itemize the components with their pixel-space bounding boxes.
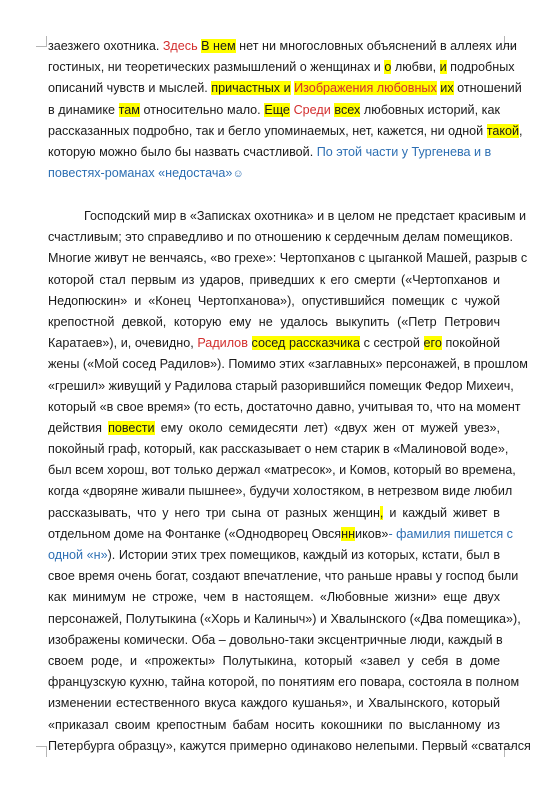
paragraph-1[interactable] bbox=[48, 36, 523, 184]
text-line: Петербурга образцу», кажутся примерно одинаково нелепыми. Первый «сватался bbox=[48, 738, 531, 753]
inline-comment: - фамилия пишется с bbox=[388, 526, 513, 541]
text-line: «грешил» живущий у Радилова старый разорившийся помещик Федор Михеич, bbox=[48, 378, 514, 393]
text-line: был всем хорош, вот только держал «матресок», и Комов, который во времена, bbox=[48, 463, 516, 478]
highlighted-text: всех bbox=[334, 102, 361, 117]
tracked-insertion: Здесь bbox=[162, 39, 198, 53]
text-line: которой стал первым из ударов, приведших к его смерти («Чертопханов и bbox=[48, 272, 500, 287]
tracked-insertion: Среди bbox=[293, 102, 331, 117]
text-line: своем роде, и «прожекты» Полутыкина, который «завел у себя в доме bbox=[48, 653, 500, 668]
highlighted-text: и bbox=[439, 60, 447, 75]
inline-comment: одной «н» bbox=[48, 548, 108, 562]
highlighted-text: такой bbox=[486, 123, 520, 138]
paragraph-2[interactable] bbox=[48, 206, 531, 757]
text-line: Многие живут не венчаясь, «во грехе»: Чертопханов с цыганкой Машей, разрыв с bbox=[48, 251, 528, 266]
highlighted-text: сосед рассказчика bbox=[251, 336, 360, 351]
tracked-insertion: Изображения bbox=[294, 81, 374, 96]
highlighted-text: причастных bbox=[211, 81, 281, 96]
text-line: который «в свое время» (то есть, достаточно давно, учитывая то, что на момент bbox=[48, 399, 521, 414]
text-line: счастливым; это справедливо и по отношению к сердечным делам помещиков. bbox=[48, 230, 513, 245]
text-line: Недопюскин» и «Конец Чертопханова»), опустившийся помещик с чужой bbox=[48, 293, 500, 308]
text-line: заезжего охотника. Здесь В нем нет ни многословных объяснений в аллеях или bbox=[48, 39, 517, 53]
text-line bbox=[48, 163, 500, 184]
tracked-insertion: Радилов bbox=[197, 336, 248, 351]
text-line: действия повести ему около семидесяти лет) «двух жен от мужей увез», bbox=[48, 420, 501, 435]
text-line: французскую кухню, тайна которой, по понятиям его повара, состояла в полном bbox=[48, 675, 520, 690]
text-line: персонажей, Полутыкина («Хорь и Калиныч») и Хвалынского («Два помещика»), bbox=[48, 611, 521, 626]
text-line: Господский мир в «Записках охотника» и в целом не предстает красивым и bbox=[84, 209, 527, 223]
inline-comment: По этой части у Тургенева и в bbox=[316, 144, 492, 159]
text-line: одной «н»). Истории этих трех помещиков, каждый из которых, кстати, был в bbox=[48, 548, 501, 562]
highlighted-text: Еще bbox=[264, 102, 290, 117]
text-line: изменении естественного вкуса каждого кушанья», и Хвалынского, который bbox=[48, 696, 500, 711]
text-line: рассказывать, что у него три сына от разных женщин, и каждый живет в bbox=[48, 505, 500, 520]
highlighted-text: там bbox=[118, 102, 140, 117]
text-line: когда «дворяне живали пышнее», будучи холостяком, в нетрезвом виде любил bbox=[48, 484, 513, 499]
text-line: как минимум не строже, чем в настоящем. «Любовные жизни» еще двух bbox=[48, 590, 500, 605]
smiley-icon: ☺ bbox=[232, 168, 244, 181]
text-line: изображены комически. Оба – довольно-таки эксцентричные люди, каждый в bbox=[48, 632, 503, 647]
text-line: крепостной девкой, которую ему не удалось выкупить («Петр Петрович bbox=[48, 314, 500, 329]
text-line: жены («Мой сосед Радилов»). Помимо этих «заглавных» персонажей, в прошлом bbox=[48, 357, 528, 372]
text-line: покойный граф, который, как рассказывает о нем старик в «Малиновой воде», bbox=[48, 442, 509, 457]
text-line: в динамике там относительно мало. Еще Среди всех любовных историй, как bbox=[48, 102, 500, 117]
highlighted-text: повести bbox=[108, 420, 155, 435]
text-line: отдельном доме на Фонтанке («Однодворец Овсянников»- фамилия пишется с bbox=[48, 526, 513, 541]
text-line: «приказал своим крепостным бабам носить кокошники по высланному из bbox=[48, 717, 500, 732]
text-line: гостиных, ни теоретических размышлений о женщинах и о любви, и подробных bbox=[48, 60, 515, 75]
margin-corner-top-left bbox=[36, 36, 47, 47]
margin-corner-bottom-left bbox=[36, 746, 47, 757]
text-line: свое время очень богат, создают впечатление, что раньше нравы у господ были bbox=[48, 569, 519, 584]
highlighted-text: о bbox=[384, 60, 392, 75]
highlighted-text: их bbox=[440, 81, 454, 96]
text-line: которую можно было бы назвать счастливой. По этой части у Тургенева и в bbox=[48, 144, 492, 159]
text-line: Каратаев»), и, очевидно, Радилов сосед рассказчика с сестрой его покойной bbox=[48, 336, 500, 351]
text-line: рассказанных подробно, так и бегло упоминаемых, нет, кажется, ни одной такой, bbox=[48, 123, 523, 138]
highlighted-text: его bbox=[423, 336, 442, 351]
inline-comment: повестях-романах «недостача» bbox=[48, 166, 233, 181]
highlighted-text: и bbox=[283, 81, 291, 96]
highlighted-text: , bbox=[379, 505, 384, 520]
highlighted-text: нн bbox=[341, 526, 356, 541]
text-line: описаний чувств и мыслей. причастных и Изображения любовных их отношений bbox=[48, 81, 522, 96]
tracked-insertion: любовных bbox=[376, 81, 437, 96]
highlighted-text: В нем bbox=[201, 39, 236, 53]
